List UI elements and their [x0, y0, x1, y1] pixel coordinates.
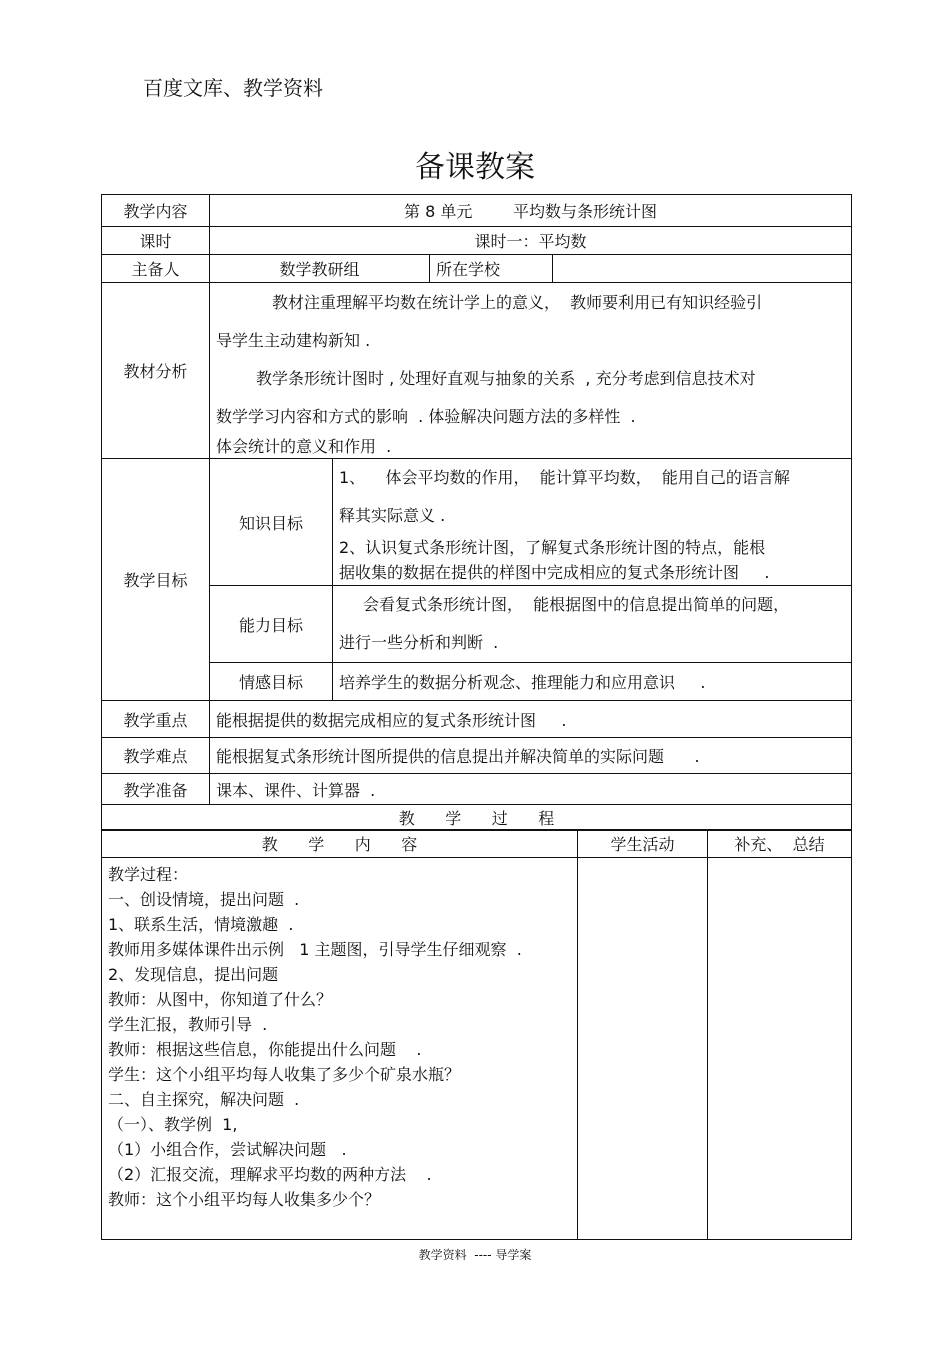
process-summary-cell: [708, 858, 852, 1240]
process-line: （1）小组合作，尝试解决问题 .: [108, 1140, 347, 1159]
page-footer: 教学资料 ---- 导学案: [418, 1248, 532, 1262]
analysis-content: [210, 283, 852, 459]
process-line: 教学过程：: [108, 865, 189, 884]
preparer-label: 主备人: [102, 255, 210, 283]
page-title: 备课教案: [415, 150, 535, 185]
preparation-label: 教学准备: [102, 774, 210, 805]
emotion-goal-value: 培养学生的数据分析观念、推理能力和应用意识 .: [333, 663, 852, 701]
knowledge-goal-line: 1、 体会平均数的作用， 能计算平均数， 能用自己的语言解: [339, 468, 790, 487]
analysis-line: 数学学习内容和方式的影响 . 体验解决问题方法的多样性 .: [216, 406, 636, 426]
key-points-label: 教学重点: [102, 701, 210, 738]
process-line: 教师：根据这些信息，你能提出什么问题 .: [108, 1040, 422, 1059]
page-header: 百度文库、教学资料: [143, 76, 323, 100]
process-body-row: [102, 858, 852, 1240]
school-value: [553, 255, 852, 283]
process-line: 教师用多媒体课件出示例 1 主题图，引导学生仔细观察 .: [108, 940, 522, 959]
analysis-line: 教学条形统计图时 , 处理好直观与抽象的关系 , 充分考虑到信息技术对: [256, 368, 756, 388]
process-header-row: [102, 830, 852, 858]
process-line: 学生：这个小组平均每人收集了多少个矿泉水瓶？: [108, 1065, 461, 1084]
teaching-content-value: 第 8 单元 平均数与条形统计图: [210, 195, 852, 227]
process-line: （2）汇报交流，理解求平均数的两种方法 .: [108, 1165, 432, 1184]
ability-goal-content: [333, 586, 852, 663]
row-period: [102, 227, 852, 255]
knowledge-goal-line: 2、认识复式条形统计图，了解复式条形统计图的特点，能根: [339, 538, 766, 557]
key-points-value: 能根据提供的数据完成相应的复式条形统计图 .: [210, 701, 852, 738]
process-col-summary: 补充、 总结: [708, 830, 852, 858]
ability-goal-label: 能力目标: [210, 586, 333, 663]
process-content-cell: [102, 858, 578, 1240]
process-col-activity: 学生活动: [578, 830, 708, 858]
row-teaching-content: [102, 195, 852, 227]
lesson-plan-table: [101, 194, 852, 831]
process-line: 二、自主探究，解决问题 .: [108, 1090, 300, 1109]
process-line: 一、创设情境，提出问题 .: [108, 890, 300, 909]
ability-goal-line: 会看复式条形统计图， 能根据图中的信息提出简单的问题，: [363, 595, 790, 614]
row-difficulty: [102, 738, 852, 774]
analysis-line: 导学生主动建构新知 .: [216, 330, 371, 350]
difficulty-label: 教学难点: [102, 738, 210, 774]
process-line: （一）、教学例 1,: [108, 1115, 238, 1134]
process-line: 学生汇报，教师引导 .: [108, 1015, 268, 1034]
difficulty-value: 能根据复式条形统计图所提供的信息提出并解决简单的实际问题 .: [210, 738, 852, 774]
process-activity-cell: [578, 858, 708, 1240]
teaching-content-label: 教学内容: [102, 195, 210, 227]
ability-goal-line: 进行一些分析和判断 .: [339, 633, 499, 652]
period-value: 课时一：平均数: [210, 227, 852, 255]
process-col-content: 教 学 内 容: [102, 830, 578, 858]
knowledge-goal-line: 据收集的数据在提供的样图中完成相应的复式条形统计图 .: [339, 563, 770, 582]
school-label: 所在学校: [430, 255, 553, 283]
row-key-points: [102, 701, 852, 738]
knowledge-goal-line: 释其实际意义 .: [339, 506, 446, 525]
process-line: 教师：这个小组平均每人收集多少个？: [108, 1190, 381, 1209]
row-ability-goal: [102, 586, 852, 663]
process-heading: 教 学 过 程: [102, 805, 852, 831]
process-line: 1、联系生活，情境激趣 .: [108, 915, 294, 934]
process-table: [101, 829, 852, 1240]
row-preparation: [102, 774, 852, 805]
analysis-line: 体会统计的意义和作用 .: [216, 436, 392, 456]
analysis-label: 教材分析: [102, 283, 210, 459]
goals-label: 教学目标: [102, 459, 210, 701]
preparer-value: 数学教研组: [210, 255, 430, 283]
process-line: 教师：从图中，你知道了什么？: [108, 990, 333, 1009]
emotion-goal-label: 情感目标: [210, 663, 333, 701]
preparation-value: 课本、课件、计算器 .: [210, 774, 852, 805]
row-process-heading: [102, 805, 852, 831]
analysis-line: 教材注重理解平均数在统计学上的意义， 教师要利用已有知识经验引: [272, 292, 763, 312]
knowledge-goal-content: [333, 459, 852, 586]
process-line: 2、发现信息，提出问题: [108, 965, 279, 984]
row-knowledge-goal: [102, 459, 852, 586]
period-label: 课时: [102, 227, 210, 255]
row-analysis: [102, 283, 852, 459]
row-emotion-goal: [102, 663, 852, 701]
row-preparer: [102, 255, 852, 283]
knowledge-goal-label: 知识目标: [210, 459, 333, 586]
